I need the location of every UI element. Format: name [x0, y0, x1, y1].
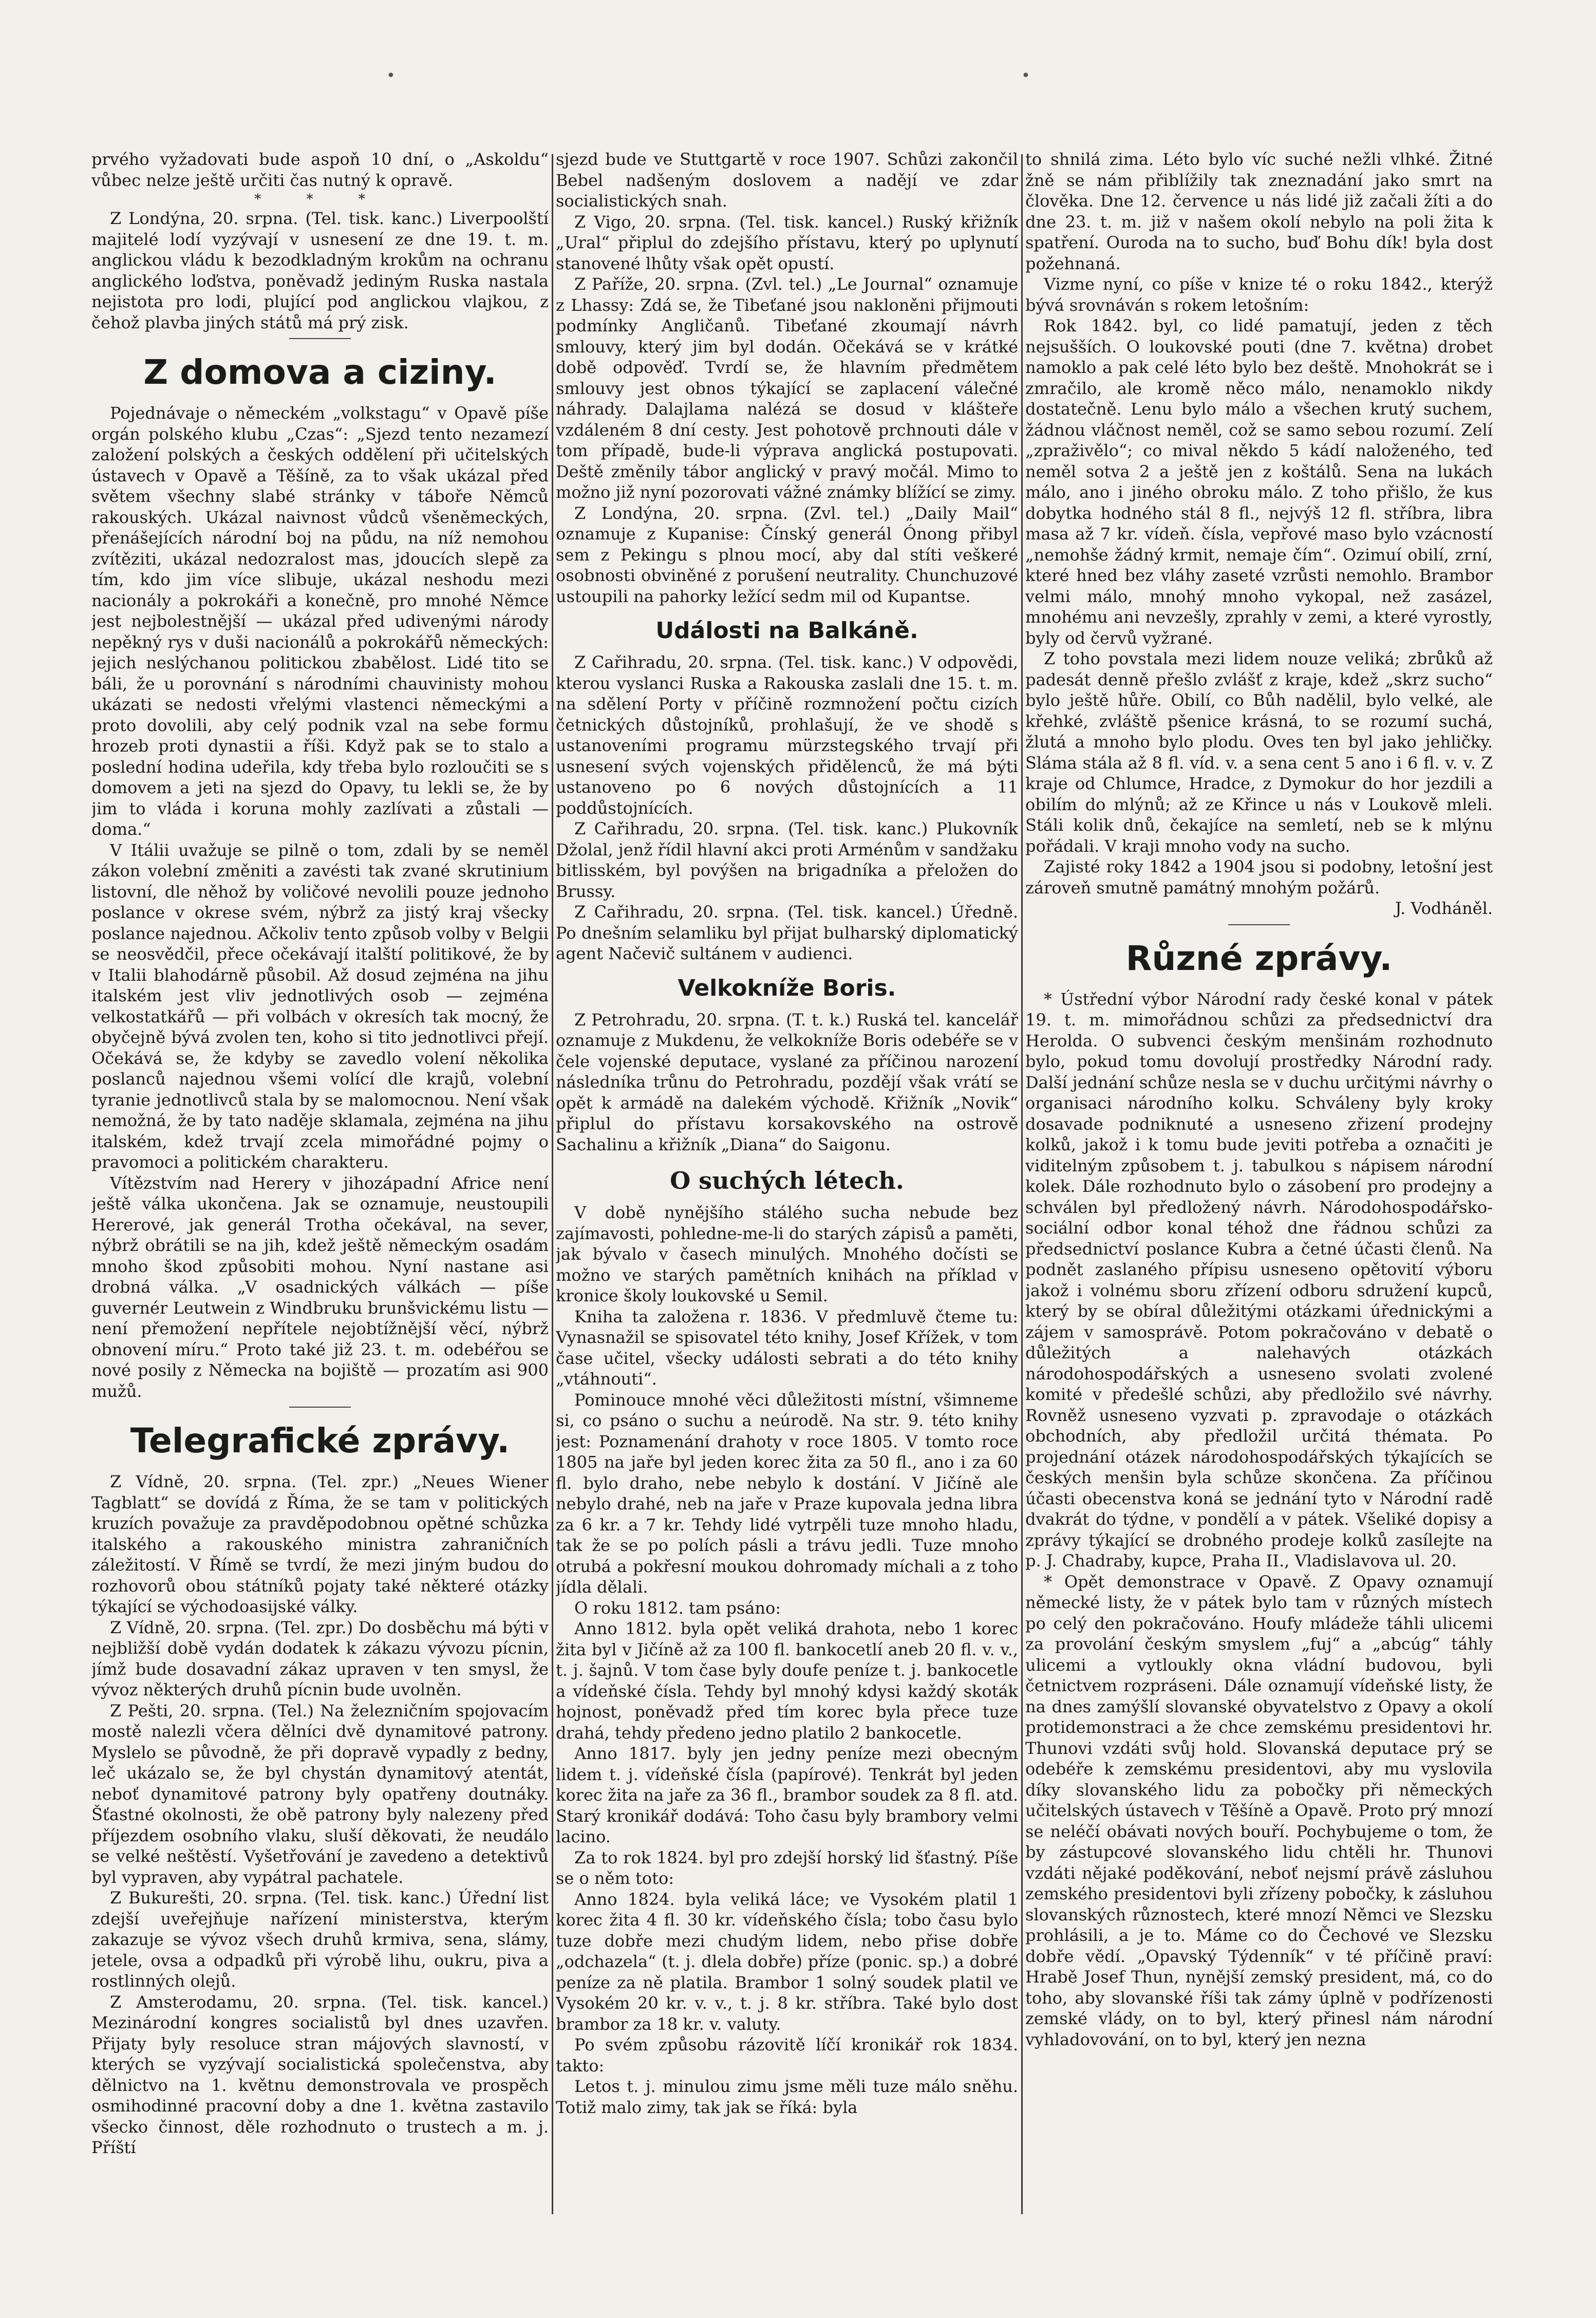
paragraph: Po svém způsobu rázovitě líčí kronikář rok 1834. takto:: [556, 2035, 1018, 2076]
paragraph: sjezd bude ve Stuttgartě v roce 1907. Schůzi zakončil Bebel nadšeným doslovem a nadějí ve zdar socialistických snah.: [556, 149, 1018, 211]
paragraph: Z Vídně, 20. srpna. (Tel. zpr.) Do dosběchu má býti v nejbližší době vydán dodatek k zákazu vývozu pícnin, jímž bude dosavadní zákaz upraven v ten smysl, že vývoz některých druhů pícnin bude uvolněn.: [91, 1617, 549, 1699]
paragraph: Vítězstvím nad Herery v jihozápadní Africe není ještě válka ukončena. Jak se oznamuje, neustoupili Hererové, jak generál Trotha očekával, na sever, nýbrž obrátili se na jih, kdež ještě německým osadám mnoho škod způsobiti mohou. Nyní nastane asi drobná válka. „V osadnických válkách — píše guvernér Leutwein z Windbruku brunšvickému listu — není přemožení nepřítele nejobtížnější věcí, nýbrž obnovení míru.“ Proto také již 23. t. m. odebéřou se nové posily z Německa na bojiště — prozatím asi 900 mužů.: [91, 1173, 549, 1401]
paragraph: Z Londýna, 20. srpna. (Tel. tisk. kanc.) Liverpoolští majitelé lodí vyzývají v usnesení ze dne 19. t. m. anglickou vládu k bezodkladným krokům na ochranu anglického loďstva, poněvadž jediným Ruska nastala nejistota pro lodi, plující pod anglickou vlajkou, z čehož plavba jiných států má prý zisk.: [91, 209, 549, 332]
column-3: [1025, 149, 1493, 2230]
section-heading: Různé zprávy.: [1125, 938, 1393, 978]
paragraph: Pojednávaje o německém „volkstagu“ v Opavě píše orgán polského klubu „Czas“: „Sjezd tento nezamezí založení polských a českých oddělení při učitelských ústavech v Opavě a Těšíně, za to však ukázal před světem všechny slabé stránky v táboře Němců rakouských. Ukázal naivnost vůdců všeněmeckých, přenášejících národní boj na půdu, na níž nemohou zvítěziti, ukázal nedozralost mas, jdoucích slepě za tím, kdo jim více slibuje, ukázal neshodu mezi nacionály a pokrokáři a konečně, pro mnohé Němce jest nejbolestnější — ukázal před udivenými národy nepěkný rys v duši nacionálů a pokrokářů německých: jejich neslýchanou politickou zbabělost. Lidé tito se báli, že u porovnání s národními chauvinisty mohou ukázati se nedosti vřelými vlastenci německými a proto dovolili, aby celý podnik vzal na sebe formu hrozeb proti dynastii a říši. Když pak se to stalo a poslední hodina udeřila, kdy třeba bylo rozloučiti se s domovem a jeti na sjezd do Opavy, tu lekli se, že by jim to vláda i koruna mohly zazlívati a zůstali — doma.“: [91, 403, 549, 839]
separator-dots: * * *: [254, 192, 386, 207]
paragraph: Z toho povstala mezi lidem nouze veliká; zbrůků až padesát denně přešlo zvlášť z kraje, kdež „skrz sucho“ bylo ještě hůře. Obilí, co Bůh nadělil, bylo velké, ale křehké, zvláště pšenice krásná, to se rozumí suchá, žlutá a mnoho bylo plodu. Oves ten byl jako jehličky. Sláma stála až 8 fl. víd. v. a sena cent 5 ano i 6 fl. v. v. Z kraje od Chlumce, Hradce, z Dymokur do hor jezdili a obilím do mlýnů; až ze Křince u nás v Loukově mleli. Stáli kolik dnů, čekajíce na semletí, neb se k mlýnu pořádali. V kraji mnoho vody na sucho.: [1025, 649, 1493, 856]
paragraph: V době nynějšího stálého sucha nebude bez zajímavosti, pohledne-me-li do starých zápisů a paměti, jak bývalo v časech minulých. Mnohého dočísti se možno ve starých pamětních knihách na příklad v kronice školy loukovské u Semil.: [556, 1203, 1018, 1305]
paragraph: Z Bukurešti, 20. srpna. (Tel. tisk. kanc.) Úřední list zdejší uveřejňuje nařízení ministerstva, kterým zakazuje se vývoz všech druhů krmiva, sena, slámy, jetele, ovsa a odpadků při výrobě lihu, oukru, piva a rostlinných olejů.: [91, 1888, 549, 1991]
paragraph: Z Vídně, 20. srpna. (Tel. zpr.) „Neues Wiener Tagblatt“ se dovídá z Říma, že se tam v politických kruzích považuje za pravděpodobnou opětné schůzka italského a rakouského ministra zahraničních záležitostí. V Římě se tvrdí, že mezi jiným budou do rozhovorů obou státníků pojaty také některé otázky týkající se východoasijské války.: [91, 1472, 549, 1616]
paragraph: Z Amsterodamu, 20. srpna. (Tel. tisk. kancel.) Mezinárodní kongres socialistů byl dnes uzavřen. Přijaty byly resoluce stran májových slavností, v kterých se vyzývají socialistická společenstva, aby dělnictvo na 1. květnu demonstrovala ve prospěch osmihodinné pracovní doby a dne 1. května zastavilo všecko činnost, děle rozhodnuto o trustech a m. j. Příští: [91, 1992, 549, 2157]
paragraph: Letos t. j. minulou zimu jsme měli tuze málo sněhu. Totiž malo zimy, tak jak se říká: byla: [556, 2077, 1018, 2117]
paragraph: Kniha ta založena r. 1836. V předmluvě čteme tu: Vynasnažil se spisovatel této knihy, Josef Křížek, v tom čase učitel, všecky události sebrati a do této knihy „vtáhnouti“.: [556, 1306, 1018, 1389]
paragraph: Anno 1824. byla veliká lácе; ve Vysokém platil 1 korec žita 4 fl. 30 kr. vídeňského čísla; tobo času bylo tuze dobře mezi chudým lidem, nebo přise dobře „odchazela“ (t. j. dlela dobře) příze (ponic. sp.) a dobré peníze za ně platila. Brambor 1 solný soudek platil ve Vysokém 20 kr. v. v., t. j. 8 kr. stříbra. Také bylo dost brambor za 18 kr. v. valuty.: [556, 1889, 1018, 2034]
paragraph: O roku 1812. tam psáno:: [574, 1598, 781, 1618]
divider: [289, 338, 351, 339]
paragraph: Z Pešti, 20. srpna. (Tel.) Na železničním spojovacím mostě nalezli včera dělníci dvě dynamitové patrony. Myslelo se původně, že při dopravě vypadly z bedny, leč ukázalo se, že byl chystán dynamitový atentát, neboť dynamitové patrony byly opatřeny doutnáky. Šťastné okolnosti, že obě patrony byly nalezeny před příjezdem osobního vlaku, sluší děkovati, že neudálo se velké neštěstí. Vyšetřování je zavedeno a detektivů byl vypraven, aby vypátral pachatele.: [91, 1700, 549, 1887]
paragraph: Anno 1812. byla opět veliká drahota, nebo 1 korec žita byl v Jičíně až za 100 fl. bankocetlí aneb 20 fl. v. v., t. j. šajnů. V tom čase byly doufe peníze t. j. bankocetle a vídeňské čísla. Tehdy byl mnohý kdysi každý skoták hojnost, poněvadž před tím korec byla přece tuze drahá, tehdy předeno jedno platilo 2 bankocetle.: [556, 1619, 1018, 1743]
paragraph: Z Londýna, 20. srpna. (Zvl. tel.) „Daily Mail“ oznamuje z Kupanise: Čínský generál Ónong přibyl sem z Pekingu s plnou mocí, aby dal stíti veškeré osobnosti obviněné z porušení neutrality. Chunchuzové ustoupili na pahorky ležící sedm mil od Kupantse.: [556, 503, 1018, 606]
paragraph: * Opět demonstrace v Opavě. Z Opavy oznamují německé listy, že v pátek bylo tam v různých místech po celý den pokračováno. Houfy mládeže táhli ulicemi za provolání českým smyslem „fuj“ a „abcúg“ táhly ulicemi a vytloukly okna vládní budovou, byli četnictvem rozpráseni. Dále oznamují vídeňské listy, že na dnes zamýšlí slovanské obyvatelstvo z Opavy a okolí protidemonstraci a že chce zemskému presidentovi hr. Thunovi vzdáti svůj hold. Slovanská deputace prý se odebéře k zemskému presidentovi, aby mu vyslovila díky slovanského lidu za pobočky při německých učitelských ústavech v Těšíně a Opavě. Proto prý mnozí se neléčí obávati nových bouří. Pochybujeme o tom, že by zástupcové slovanského lidu chtěli hr. Thunovi vzdáti nějaké poděkování, neboť nejsmí právě zásluhou zemského presidentovi byli zřízeny pobočky, k zásluhou slovanských různostech, které mnozí Němci ve Slezsku prohlásili, a je to. Máme co do Čechové ve Slezsku dobře vědí. „Opavský Týdenník“ v té příčině praví: Hrabě Josef Thun, nynější zemský president, má, co do toho, aby slovanské říši tak zámy úplně v podřízenosti zemské vlády, on to byl, který přinesl nám národní vyhladovování, on to byl, který jen nezna: [1025, 1572, 1493, 2049]
paragraph: Rok 1842. byl, co lidé pamatují, jeden z těch nejsušších. O loukovské pouti (dne 7. května) drobet namoklo a pak celé léto bylo bez deště. Mnohokrát se i zmračilo, ale kromě něco málo, nenamoklo nikdy dostatečně. Lenu bylo málo a všechen krutý suchem, žádnou vláčnost neměl, což se samo sebou rozumí. Zelí „zpraživělo“; co mival někdo 5 kádí naloženého, teď neměl sotva 2 a ještě jen z koštálů. Sena na lukách málo, ano i jiného obroku málo. Z toho přišlo, že kus dobytka hodného stál 8 fl., nejvýš 12 fl. stříbra, libra masa až 7 kr. vídeň. čísla, vepřové maso bylo vzácností „nemohše žádný krmit, nemaje čím“. Ozimuí obilí, zrní, které hned bez vláhy zaseté vzrůsti nemohlo. Brambor velmi málo, mnohý mnoho vykopal, než zasázel, mnohému ani nevzešly, zprahly v zemi, a které vyrostly, byly od červů vyžrané.: [1025, 316, 1493, 648]
divider: [289, 1407, 351, 1408]
column-rule: [552, 154, 553, 2214]
divider: [1228, 924, 1290, 925]
print-mark: •: [1021, 67, 1030, 85]
paragraph: Z Cařihradu, 20. srpna. (Tel. tisk. kancel.) Úředně. Po dnešním selamliku byl přijat bulharský diplomatický agent Načevič sultánem v audienci.: [556, 902, 1018, 963]
paragraph: Z Paříže, 20. srpna. (Zvl. tel.) „Le Journal“ oznamuje z Lhassy: Zdá se, že Tibeťané jsou nakloněni přijmouti podmínky Angličanů. Tibeťané zkoumají návrh smlouvy, který jim byl dodán. Očekává se v krátké době odpověď. Tvrdí se, že hlavním předmětem smlouvy jest obnos týkající se zaplacení válečné náhrady. Dalajlama nalézá se dosud v klášteře vzdáleném 8 dní cesty. Jest pohotově prchnouti dále v tom případě, bude-li výprava anglická postupovati. Deště změnily tábor anglický v pravý močál. Mimo to možno již nyní pozorovati vážné známky blížící se zimy.: [556, 274, 1018, 502]
author-signature: J. Vodháněl.: [1395, 899, 1493, 918]
paragraph: to shnilá zima. Léto bylo víc suché nežli vlhké. Žitné žně se nám přiblížily tak zneznadání jako smrt na člověka. Dne 12. července u nás lidé již začali žíti a do dne 23. t. m. již v našem okolí nebylo na poli žita k spatření. Ouroda na to sucho, buď Bohu dík! byla dost požehnaná.: [1025, 149, 1493, 273]
paragraph: Za to rok 1824. byl pro zdejší horský lid šťastný. Píše se o něm toto:: [556, 1847, 1018, 1888]
column-rule: [1021, 154, 1023, 2214]
section-heading: Z domova a ciziny.: [143, 352, 497, 392]
paragraph: Anno 1817. byly jen jedny peníze mezi obecným lidem t. j. vídeňské čísla (papírové). Tenkrát byl jeden korec žita na jaře za 36 fl., brambor soudek za 8 fl. atd. Starý kronikář dodává: Toho času byly brambory velmi lacino.: [556, 1744, 1018, 1846]
paragraph: * Ústřední výbor Národní rady české konal v pátek 19. t. m. mimořádnou schůzi za předsednictví dra Heroldа. O subvenci českým menšinám rozhodnuto bylo, pokud tomu dovolují prostředky Národní rady. Další jednání schůze nesla se v duchu určitými návrhy o organisaci národního kolku. Schváleny byly kroky dosavade podniknuté a usneseno zřizení prodejny kolků, jakož i k tomu bude jeviti potřeba a označiti je viditelným způsobem t. j. tabulkou s nápisem národní kolek. Dále rozhodnuto bylo o zásobení pro prodejny a schválen byl předložený návrh. Národohospodářsko-sociální odbor konal téhož dne řádnou schůzi za předsednictví poslance Kubra a četné účasti členů. Na podnět zaslaného přípisu usneseno opětovití výboru jakož i volnému sboru zřízení odboru sdružení kupců, který by se obíral důležitými otázkami úřednickými a zájem v samosprávě. Potom pokračováno v debatě o důležitých a nalehavých otázkách národohospodářských a usneseno svolati zvolené komité v předešlé schůzi, aby předložilo své návrhy. Rovněž usneseno vyzvati p. zpravodaje o otázkách obchodních, aby předložil určitá thémata. Po projednání otázek národohospodářských týkajících se českých menšin byla schůze skončena. Za příčinou účasti obecenstva koná se jednání tyto v Národní radě dvakrát do týdne, v pondělí a v pátek. Všeliké dopisy a zprávy týkající se drobného prodeje kolků zasílejte na p. J. Chadraby, kupce, Praha II., Vladislavova ul. 20.: [1025, 989, 1493, 1571]
paragraph: Vizme nyní, co píše v knize té o roku 1842., kterýž bývá srovnáván s rokem letošním:: [1025, 274, 1493, 315]
section-heading: Velkokníže Boris.: [678, 975, 896, 1001]
section-heading: Telegrafické zprávy.: [130, 1421, 510, 1461]
paragraph: V Itálii uvažuje se pilně o tom, zdali by se neměl zákon volební změniti a zavésti tak zvané skrutinium listovní, dle něhož by voličové nevolili pouze jednoho poslance v okrese svém, nýbrž za jistý kraj všecky poslance najednou. Ačkoliv tento způsob volby v Belgii se neosvědčil, přece očekávají italští politikové, že by v Italii blahodárně působil. Až dosud zejména na jihu italském jest vliv jednotlivých osob — zejména velkostatkářů — při volbách v okresích tak mocný, že obyčejně bývá zvolen ten, koho si tito jednotlivci přejí. Očekává se, že kdyby se zavedlo volení několika poslanců najednou všemi volící dle krajů, volební tyranie jednotlivců stala by se malomocnou. Není však nemožná, že by tato naděje sklamala, zejména na jihu italském, kdež trvají zcela mimořádné pojmy o pravomoci a politickém charakteru.: [91, 840, 549, 1172]
print-mark: •: [386, 67, 396, 85]
column-2: [556, 149, 1018, 2230]
paragraph: Z Cařihradu, 20. srpna. (Tel. tisk. kanc.) V odpovědi, kterou vyslanci Ruska a Rakouska zaslali dne 15. t. m. na sdělení Porty v příčině rozmnožení počtu cizích četnických důstojníků, prohlašují, že ve shodě s ustanoveními programu mürzstegského trvají při usnesení svých vojenských přidělenců, že má býti ustanoveno po 6 nových důstojnících a 11 poddůstojnících.: [556, 652, 1018, 818]
paragraph: Pominouce mnohé věci důležitosti místní, všimneme si, co psáno o suchu a neúrodě. Na str. 9. této knihy jest: Poznamenání drahoty v roce 1805. V tomto roce 1805 na jaře byl jeden korec žita za 50 fl., ano i za 60 fl. bylo draho, nebe nebylo k dostání. V Jičíně ale nebylo drahé, neb na jaře v Praze kupovala jedna libra za 6 kr. a 7 kr. Tehdy lidé vytrpěli tuze mnoho hladu, tak že se po polích pásli a trávu jedli. Tuze mnoho otrubá a pokřesní moukou dohromady míchali a z toho jídla dělali.: [556, 1390, 1018, 1597]
paragraph: Z Vigo, 20. srpna. (Tel. tisk. kancel.) Ruský křižník „Ural“ připlul do zdejšího přístavu, který po uplynutí stanovené lhůty však opět opustí.: [556, 212, 1018, 273]
paragraph: Z Cařihradu, 20. srpna. (Tel. tisk. kanc.) Plukovník Džolal, jenž řídil hlavní akci proti Arménům v sandžaku bitlisském, byl povýšen na brigadníka a přeložen do Brussy.: [556, 819, 1018, 901]
paragraph: Z Petrohradu, 20. srpna. (T. t. k.) Ruská tel. kancelář oznamuje z Mukdenu, že velkokníže Boris odebéře se v čele vojenské deputace, vyslané za příčinou narození následníka trůnu do Petrohradu, pozdějí však vrátí se opět k armádě na dalekém východě. Křižník „Novik“ připlul do přístavu korsakovského na ostrově Sachalinu a křižník „Diana“ do Saigonu.: [556, 1010, 1018, 1154]
paragraph: prvého vyžadovati bude aspoň 10 dní, o „Askoldu“ vůbec nelze ještě určiti čas nutný k opravě.: [91, 149, 549, 190]
section-heading: O suchých létech.: [670, 1167, 904, 1194]
column-1: [91, 149, 549, 2230]
paragraph: Zajisté roky 1842 a 1904 jsou si podobny, letošní jest zároveň smutně památný mnohým požárů.: [1025, 857, 1493, 898]
section-heading: Události na Balkáně.: [655, 618, 918, 644]
